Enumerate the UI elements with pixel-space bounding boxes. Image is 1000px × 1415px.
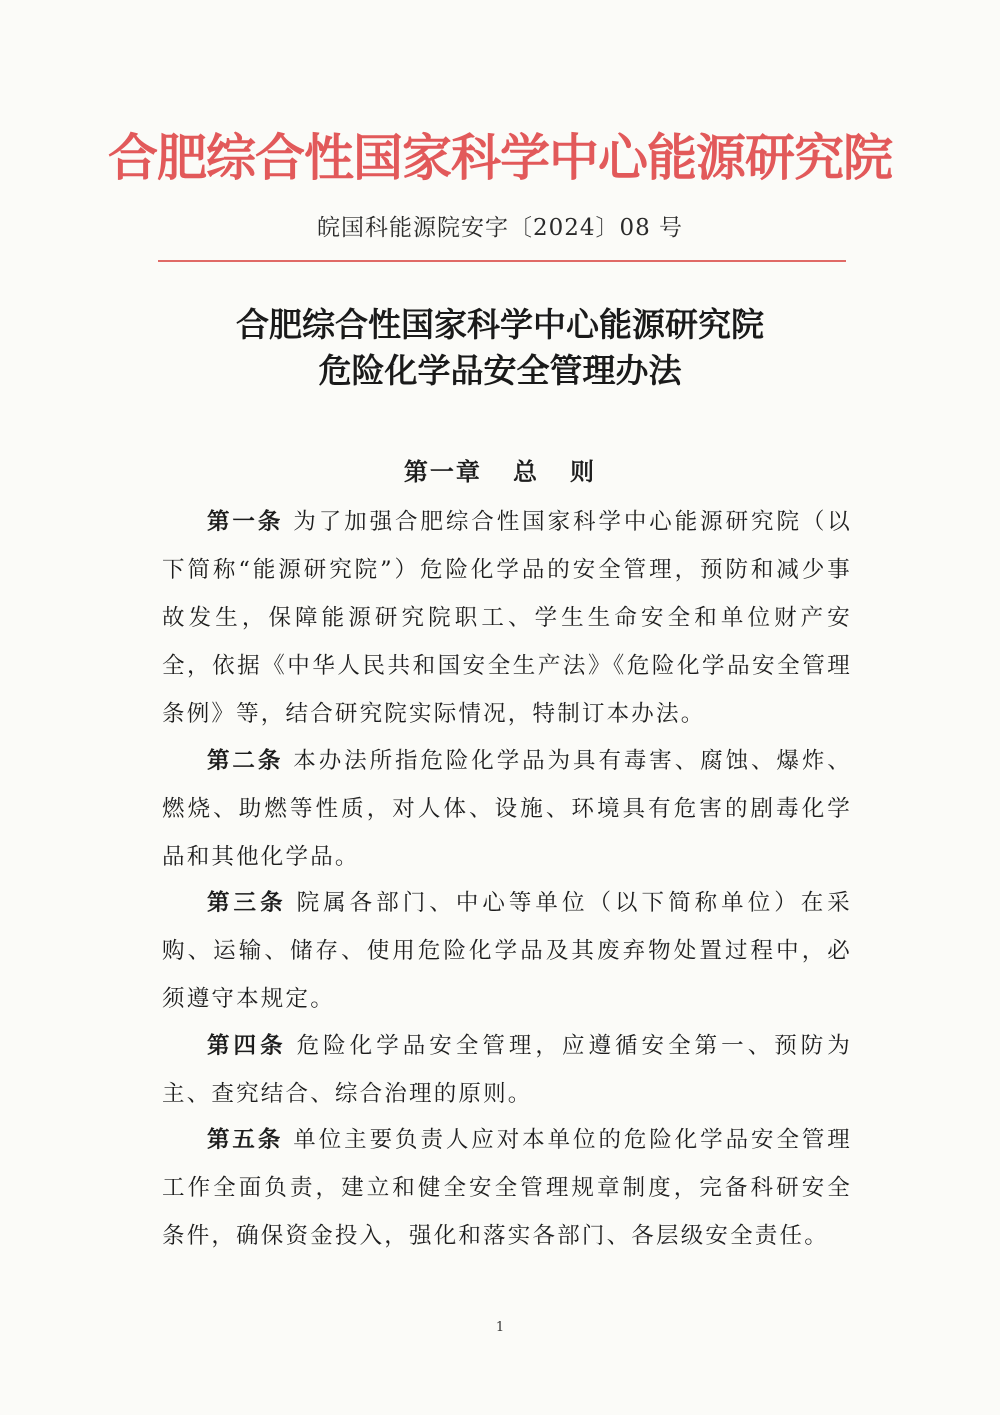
article-5: [162, 1116, 852, 1260]
article-text: 危险化学品安全管理，应遵循安全第一、预防为主、查究结合、综合治理的原则。: [162, 1032, 852, 1107]
article-label: 第二条: [207, 747, 284, 774]
article-2: [162, 737, 852, 881]
article-4: [162, 1022, 852, 1118]
page-number: 1: [495, 1320, 505, 1335]
document-body: [162, 498, 852, 1259]
document-number: 皖国科能源院安字〔2024〕08 号: [316, 215, 684, 241]
article-1: [162, 498, 852, 738]
header-divider: [158, 260, 846, 262]
article-label: 第四条: [207, 1032, 287, 1059]
article-label: 第一条: [207, 509, 284, 535]
organization-header: 合肥综合性国家科学中心能源研究院: [108, 129, 892, 187]
article-text: 院属各部门、中心等单位（以下简称单位）在采购、运输、储存、使用危险化学品及其废弃物处置过程中，必须遵守本规定。: [162, 890, 852, 1012]
article-text: 本办法所指危险化学品为具有毒害、腐蚀、爆炸、燃烧、助燃等性质，对人体、设施、环境具有危害的剧毒化学品和其他化学品。: [162, 747, 852, 870]
document-title: [0, 302, 1000, 394]
article-label: 第五条: [207, 1127, 284, 1153]
article-text: 为了加强合肥综合性国家科学中心能源研究院（以下简称“能源研究院”）危险化学品的安全管理，预防和减少事故发生，保障能源研究院职工、学生生命安全和单位财产安全，依据《中华人民共和国安全生产法》《危险化学品安全管理条例》等，结合研究院实际情况，特制订本办法。: [162, 509, 852, 727]
document-title-line-2: 危险化学品安全管理办法: [318, 351, 682, 390]
article-text: 单位主要负责人应对本单位的危险化学品安全管理工作全面负责，建立和健全安全管理规章制度，完备科研安全条件，确保资金投入，强化和落实各部门、各层级安全责任。: [162, 1127, 852, 1249]
article-3: [162, 879, 852, 1023]
document-title-line-1: 合肥综合性国家科学中心能源研究院: [236, 305, 764, 344]
chapter-title: 第一章 总 则: [403, 458, 597, 486]
article-label: 第三条: [207, 890, 287, 916]
